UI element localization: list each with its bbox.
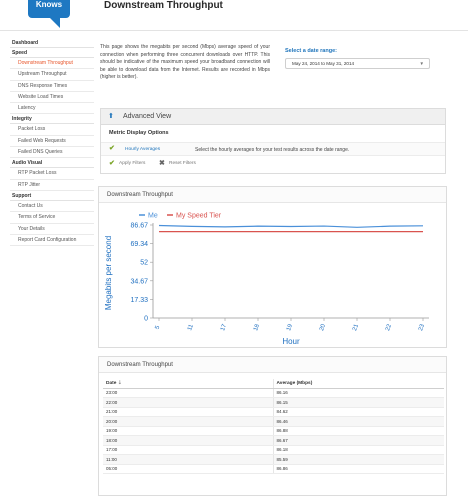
table-row: [103, 417, 444, 427]
x-icon: ✖: [159, 160, 165, 167]
table-cell-hour: 17:00: [103, 445, 273, 455]
check-icon: ✔: [109, 160, 115, 167]
table-row: [103, 445, 444, 455]
brand-logo-tail: [50, 18, 60, 28]
table-cell-hour: 11:00: [103, 455, 273, 465]
table-cell-hour: 22:00: [103, 398, 273, 408]
page-title: Downstream Throughput: [104, 0, 223, 11]
sidebar-section-dashboard[interactable]: Dashboard: [10, 38, 94, 48]
table-cell-hour: 05:00: [103, 464, 273, 474]
table-cell-hour: 20:00: [103, 417, 273, 427]
advanced-view-title: Advanced View: [123, 113, 172, 120]
table-cell-average: 86.86: [273, 464, 444, 474]
average-column-header[interactable]: Average (Mbps): [273, 379, 444, 388]
reset-filters-label: Reset Filters: [169, 161, 196, 166]
sidebar-item-downstream-throughput[interactable]: Downstream Throughput: [10, 58, 94, 69]
legend-label: Me: [148, 212, 158, 220]
table-cell-average: 86.88: [273, 426, 444, 436]
arrow-up-icon: ⬆: [108, 113, 114, 120]
check-icon: ✔: [109, 145, 115, 152]
table-panel: [98, 356, 447, 496]
table-cell-hour: 19:00: [103, 426, 273, 436]
y-tick-label: 34.67: [130, 278, 148, 286]
table-cell-average: 86.46: [273, 417, 444, 427]
table-cell-average: 86.16: [273, 388, 444, 398]
apply-filters-button[interactable]: [109, 161, 145, 166]
x-tick-label: 23: [418, 323, 427, 332]
series-line-me: [159, 226, 423, 228]
metric-option-description: Select the hourly averages for your test results across the date range.: [195, 147, 350, 153]
sidebar-item-website-load-times[interactable]: Website Load Times: [10, 92, 94, 103]
x-tick-label: 5: [154, 325, 162, 331]
header-divider: [0, 30, 468, 31]
sidebar-item-your-details[interactable]: Your Details: [10, 224, 94, 235]
y-tick-label: 69.34: [130, 241, 148, 249]
sidebar-item-contact-us[interactable]: Contact Us: [10, 201, 94, 212]
table-cell-average: 86.15: [273, 398, 444, 408]
table-cell-average: 86.67: [273, 436, 444, 446]
sidebar-item-rtp-jitter[interactable]: RTP Jitter: [10, 180, 94, 191]
sidebar-item-dns-response-times[interactable]: DNS Response Times: [10, 81, 94, 92]
table-row: [103, 388, 444, 398]
date-column-header[interactable]: [103, 379, 273, 388]
y-tick-label: 0: [144, 315, 148, 323]
x-tick-label: 19: [286, 323, 295, 332]
x-axis-label: Hour: [282, 337, 300, 346]
table-cell-average: 86.18: [273, 445, 444, 455]
date-range-value: May 24, 2014 to May 31, 2014: [292, 61, 355, 66]
date-column-label: Date: [106, 380, 117, 386]
sidebar-section-integrity[interactable]: Integrity: [10, 114, 94, 124]
date-range-select[interactable]: [285, 58, 430, 69]
reset-filters-button[interactable]: [159, 161, 196, 166]
advanced-view-header[interactable]: [101, 109, 445, 125]
table-row: [103, 464, 444, 474]
hourly-averages-link[interactable]: Hourly Averages: [125, 147, 161, 152]
metric-option-row: [101, 142, 445, 156]
chevron-down-icon: ▼: [419, 61, 424, 66]
x-tick-label: 21: [352, 323, 361, 332]
x-tick-label: 18: [253, 323, 262, 332]
table-row: [103, 407, 444, 417]
sort-down-icon: ⇣: [117, 380, 122, 386]
date-range-label: Select a date range:: [285, 48, 337, 54]
sidebar-nav: [10, 38, 94, 246]
table-cell-hour: 18:00: [103, 436, 273, 446]
sidebar-item-rtp-packet-loss[interactable]: RTP Packet Loss: [10, 168, 94, 179]
x-tick-label: 17: [220, 323, 229, 332]
page-description: This page shows the megabits per second (Mbps) average speed of your connection when performing three concurrent downloads over HTTP. This should be indicative of the maximum speed your broadband connection will be able to download data from the Internet. Results are recorded in Mbps (higher is better).: [100, 44, 270, 81]
sidebar-section-audio-visual[interactable]: Audio Visual: [10, 158, 94, 168]
table-row: [103, 455, 444, 465]
table-cell-hour: 21:00: [103, 407, 273, 417]
table-row: [103, 436, 444, 446]
table-row: [103, 426, 444, 436]
sidebar-item-report-card-configuration[interactable]: Report Card Configuration: [10, 235, 94, 246]
table-panel-title: Downstream Throughput: [99, 357, 446, 373]
advanced-view-panel: [100, 108, 446, 174]
chart-panel-title: Downstream Throughput: [99, 187, 446, 203]
legend-label: My Speed Tier: [176, 212, 222, 220]
throughput-table: [103, 379, 444, 474]
y-tick-label: 86.67: [130, 222, 148, 230]
sidebar-item-terms-of-service[interactable]: Terms of Service: [10, 212, 94, 223]
metric-options-title: Metric Display Options: [109, 130, 169, 136]
sidebar-item-packet-loss[interactable]: Packet Loss: [10, 124, 94, 135]
sidebar-item-failed-web-requests[interactable]: Failed Web Requests: [10, 136, 94, 147]
x-tick-label: 11: [187, 323, 195, 332]
sidebar-section-speed[interactable]: Speed: [10, 48, 94, 58]
sidebar-item-upstream-throughput[interactable]: Upstream Throughput: [10, 69, 94, 80]
table-header-row: [103, 379, 444, 388]
table-row: [103, 398, 444, 408]
throughput-chart: [99, 203, 446, 347]
y-axis-label: Megabits per second: [104, 235, 113, 311]
table-cell-average: 84.62: [273, 407, 444, 417]
table-cell-hour: 23:00: [103, 388, 273, 398]
apply-filters-label: Apply Filters: [119, 161, 146, 166]
x-tick-label: 22: [385, 323, 394, 332]
sidebar-item-latency[interactable]: Latency: [10, 103, 94, 114]
x-tick-label: 20: [319, 323, 328, 332]
y-tick-label: 52: [140, 259, 148, 267]
chart-panel: [98, 186, 447, 348]
brand-logo[interactable]: Knows: [28, 0, 70, 18]
sidebar-item-failed-dns-queries[interactable]: Failed DNS Queries: [10, 147, 94, 158]
table-cell-average: 85.59: [273, 455, 444, 465]
sidebar-section-support[interactable]: Support: [10, 191, 94, 201]
y-tick-label: 17.33: [130, 296, 148, 304]
